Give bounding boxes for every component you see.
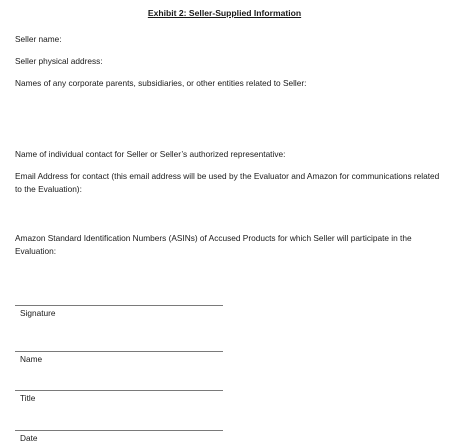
seller-address-label: Seller physical address:	[15, 56, 103, 66]
asins-label: Amazon Standard Identification Numbers (ASINs) of Accused Products for which Seller will participate in the Evaluation:	[15, 233, 412, 256]
document-title: Exhibit 2: Seller-Supplied Information	[147, 8, 302, 18]
title-label: Title	[20, 393, 36, 403]
related-entities-label: Names of any corporate parents, subsidiaries, or other entities related to Seller:	[15, 78, 307, 88]
date-line	[15, 430, 223, 431]
name-label: Name	[20, 354, 43, 364]
contact-email-label: Email Address for contact (this email address will be used by the Evaluator and Amazon for communications related to the Evaluation):	[15, 171, 440, 194]
signature-line	[15, 305, 223, 306]
signature-label: Signature	[20, 308, 56, 318]
name-line	[15, 351, 223, 352]
date-label: Date	[20, 433, 38, 443]
seller-name-label: Seller name:	[15, 34, 62, 44]
title-line	[15, 390, 223, 391]
contact-name-label: Name of individual contact for Seller or Seller’s authorized representative:	[15, 149, 286, 159]
